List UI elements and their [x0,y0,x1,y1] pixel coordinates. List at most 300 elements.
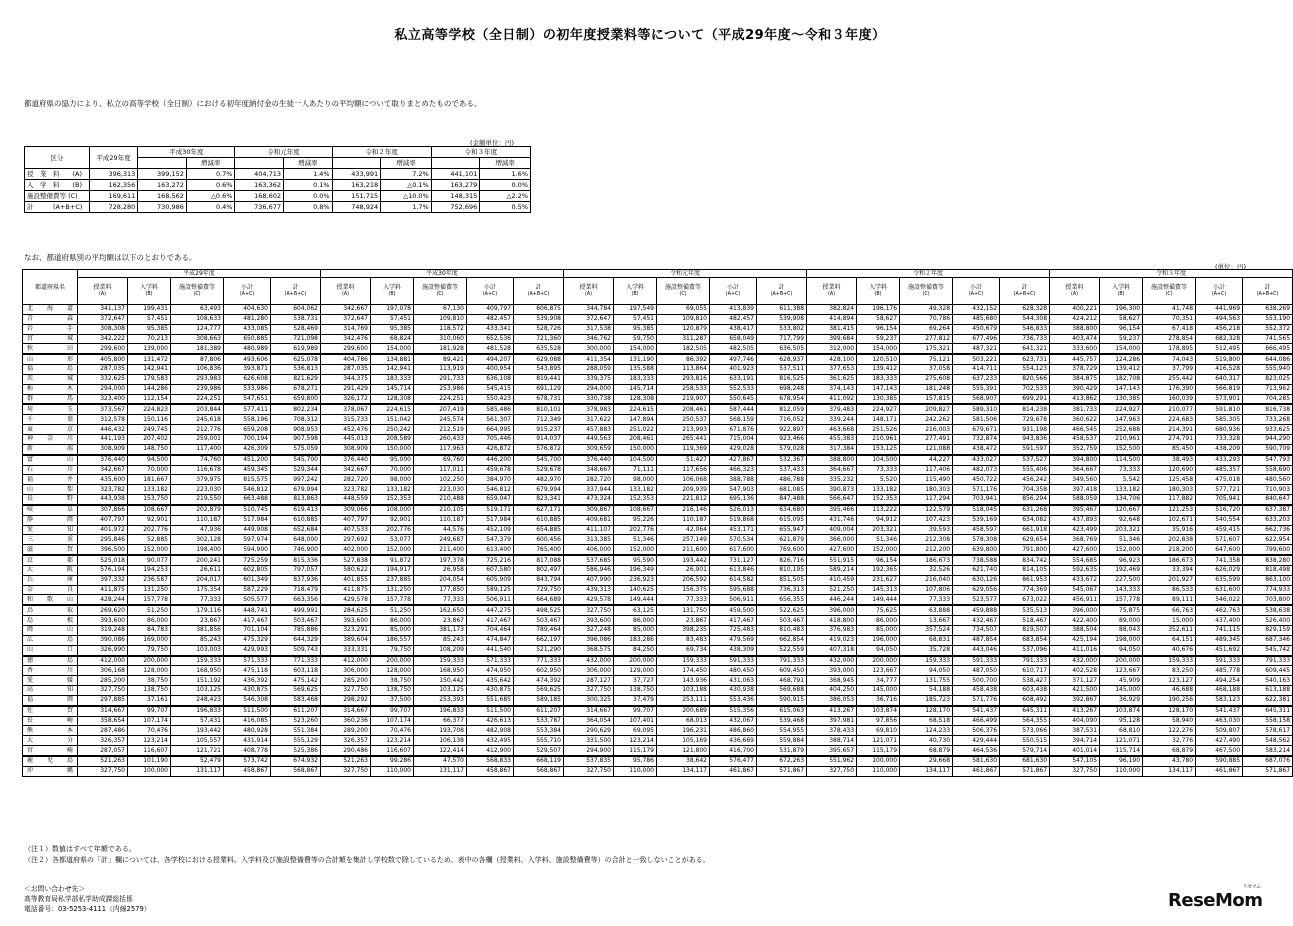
page-title: 私立高等学校（全日制）の初年度授業料等について（平成29年度～令和３年度） [394,28,886,43]
amount-cell: 302,128 [171,535,224,545]
amount-cell: 94,050 [1100,645,1143,655]
amount-cell: 202,776 [128,525,171,535]
amount-cell: 200,241 [171,555,224,565]
column-header-label: 小計 [970,284,983,291]
amount-cell: 38,750 [371,676,414,686]
amount-cell: 86,533 [1143,585,1196,595]
amount-cell: 124,233 [900,726,953,736]
amount-cell: 40,676 [1143,645,1196,655]
amount-cell: 401,014 [1050,746,1100,756]
column-header [857,278,900,305]
amount-cell: 32,526 [900,565,953,575]
amount-cell: 210,077 [1143,404,1196,414]
amount-cell: 583,123 [1196,695,1243,705]
prefecture-row [23,585,1293,595]
amount-cell: 583,468 [271,695,321,705]
amount-cell: 71,111 [614,465,657,475]
amount-cell: 452,476 [321,425,371,435]
amount-cell: 278,854 [1143,334,1196,344]
amount-cell: 847,488 [757,495,807,505]
amount-cell: 445,757 [1050,354,1100,364]
amount-cell: 152,353 [371,495,414,505]
amount-cell: 576,477 [710,756,757,766]
amount-cell: 463,030 [1196,716,1243,726]
amount-cell: 411,107 [564,525,614,535]
amount-cell: 342,667 [321,305,371,315]
amount-cell: 96,154 [1100,324,1143,334]
amount-cell: 252,688 [1100,425,1143,435]
column-header [128,278,171,305]
amount-cell: 578,617 [1243,726,1293,736]
amount-cell: 404,630 [224,305,271,315]
amount-cell: 734,507 [953,626,1000,636]
amount-cell: 546,833 [1000,324,1050,334]
amount-cell: 154,000 [614,344,657,354]
amount-cell: 590,885 [1196,756,1243,766]
amount-cell: 393,600 [78,616,128,626]
intro-text: 都道府県の協力により、私立の高等学校（全日制）における初年度納付金の生徒一人あたりの平均額について取りまとめたものである。 [24,99,482,108]
amount-cell: 423,499 [1050,525,1100,535]
prefecture-table-body [23,305,1293,777]
amount-cell: 198,400 [171,545,224,555]
amount-cell: 200,000 [128,656,171,666]
amount-cell: 249,745 [128,425,171,435]
amount-cell: 537,096 [1000,645,1050,655]
amount-cell: 791,333 [757,656,807,666]
amount-cell: 661,918 [1000,525,1050,535]
amount-cell: 107,401 [614,716,657,726]
amount-cell: 682,328 [1196,334,1243,344]
amount-cell: 95,385 [614,324,657,334]
amount-cell: 510,745 [224,505,271,515]
amount-cell: 352,759 [1050,444,1100,454]
amount-cell: 414,894 [807,314,857,324]
amount-cell: 289,200 [321,726,371,736]
prefecture-row [23,555,1293,565]
amount-cell: 74,760 [171,455,224,465]
prefecture-name: 熊本 [23,726,78,736]
amount-cell: 571,333 [224,656,271,666]
amount-cell: 539,908 [757,314,807,324]
amount-cell: 236,587 [128,575,171,585]
amount-cell: 623,731 [1000,354,1050,364]
amount-cell: 474,950 [467,666,514,676]
amount-cell: 237,885 [371,575,414,585]
amount-cell: 467,500 [1196,746,1243,756]
amount-cell: 652,536 [467,334,514,344]
amount-cell: 529,507 [514,746,564,756]
amount-cell: 861,953 [1000,575,1050,585]
summary-cell: 0.6% [186,180,235,191]
amount-cell: 110,000 [614,766,657,776]
amount-cell: 997,242 [271,475,321,485]
amount-cell: 361,625 [807,374,857,384]
amount-cell: 815,575 [224,475,271,485]
amount-cell: 368,945 [807,676,857,686]
prefecture-row [23,444,1293,454]
amount-cell: 843,794 [514,575,564,585]
amount-cell: 199,431 [128,305,171,315]
amount-cell: 66,377 [414,716,467,726]
amount-cell: 695,136 [710,495,757,505]
amount-cell: 75,875 [1100,605,1143,615]
amount-cell: 610,717 [1000,666,1050,676]
amount-cell: 417,467 [710,616,757,626]
amount-cell: 100,000 [857,756,900,766]
amount-cell: 406,000 [564,545,614,555]
amount-cell: 211,400 [414,545,467,555]
amount-cell: 430,875 [224,686,271,696]
amount-cell: 102,671 [1143,515,1196,525]
amount-cell: 274,791 [1143,434,1196,444]
column-header-label: 施設整備費等 [421,284,458,291]
prefecture-name: 大分 [23,736,78,746]
amount-cell: 128,308 [614,394,657,404]
amount-cell: 352,611 [1143,626,1196,636]
amount-cell: 456,242 [1000,475,1050,485]
amount-cell: 384,875 [1050,374,1100,384]
column-header-sub: (B) [145,292,153,297]
amount-cell: 837,936 [271,575,321,585]
amount-cell: 586,946 [564,565,614,575]
amount-cell: 569,625 [514,686,564,696]
amount-cell: 174,450 [657,666,710,676]
amount-cell: 135,588 [614,365,657,375]
amount-cell: 63,493 [171,305,224,315]
amount-cell: 487,321 [953,344,1000,354]
amount-cell: 404,090 [1050,716,1100,726]
amount-cell: 207,402 [128,434,171,444]
prefecture-name: 長崎 [23,716,78,726]
amount-cell: 573,901 [1196,394,1243,404]
amount-cell: 458,597 [953,525,1000,535]
amount-cell: 446,432 [78,425,128,435]
amount-cell: 540,163 [1243,676,1293,686]
amount-cell: 224,251 [414,394,467,404]
amount-cell: 219,907 [657,394,710,404]
summary-rate-label: 増減率 [480,158,531,169]
amount-cell: 396,086 [564,635,614,645]
amount-cell: 145,714 [614,384,657,394]
amount-cell: 464,536 [953,746,1000,756]
amount-cell: 58,627 [1100,314,1143,324]
amount-cell: 461,867 [953,766,1000,776]
amount-cell: 224,683 [1143,415,1196,425]
amount-cell: 733,328 [1196,434,1243,444]
amount-cell: 297,692 [321,535,371,545]
amount-cell: 388,800 [807,455,857,465]
amount-cell: 922,897 [757,425,807,435]
amount-cell: 89,421 [414,354,467,364]
amount-cell: 104,500 [614,455,657,465]
amount-cell: 36,929 [1100,695,1143,705]
amount-cell: 566,647 [807,495,857,505]
prefecture-row [23,746,1293,756]
summary-rate-label: 増減率 [186,158,235,169]
amount-cell: 537,511 [757,365,807,375]
amount-cell: 95,385 [371,324,414,334]
amount-cell: 539,468 [757,716,807,726]
amount-cell: 774,369 [1000,585,1050,595]
amount-cell: 475,329 [224,635,271,645]
amount-cell: 588,059 [1050,495,1100,505]
amount-cell: 123,127 [1143,676,1196,686]
amount-cell: 53,077 [371,535,414,545]
amount-cell: 86,392 [657,354,710,364]
amount-cell: 400,221 [1050,305,1100,315]
amount-cell: 319,248 [78,626,128,636]
amount-cell: 664,995 [467,425,514,435]
amount-cell: 288,059 [564,365,614,375]
amount-cell: 224,927 [857,404,900,414]
prefecture-name: 宮城 [23,334,78,344]
prefecture-row [23,766,1293,776]
prefecture-name: 沖縄 [23,766,78,776]
amount-cell: 210,105 [414,505,467,515]
amount-cell: 150,116 [128,415,171,425]
amount-cell: 89,111 [1143,595,1196,605]
amount-cell: 69,095 [614,726,657,736]
amount-cell: 579,714 [1000,746,1050,756]
amount-cell: 568,833 [467,756,514,766]
amount-cell: 200,689 [657,706,710,716]
amount-cell: 671,876 [710,425,757,435]
amount-cell: 122,276 [1143,726,1196,736]
column-header [953,278,1000,305]
summary-cell: 1.6% [480,169,531,180]
amount-cell: 540,554 [1196,515,1243,525]
amount-cell: 546,308 [224,695,271,705]
amount-cell: 725,483 [710,626,757,636]
summary-cell: 163,272 [138,180,187,191]
amount-cell: 121,800 [657,746,710,756]
amount-cell: 51,346 [614,535,657,545]
amount-cell: 558,158 [1243,716,1293,726]
amount-cell: 66,763 [1143,605,1196,615]
amount-cell: 432,000 [807,656,857,666]
prefecture-row [23,404,1293,414]
amount-cell: 521,263 [78,756,128,766]
amount-cell: 223,030 [414,485,467,495]
column-header-label: 小計 [240,284,253,291]
amount-cell: 791,333 [1000,656,1050,666]
logo-text: ReseMom [1168,890,1263,911]
amount-cell: 521,250 [807,585,857,595]
amount-cell: 157,778 [371,595,414,605]
amount-cell: 378,433 [807,726,857,736]
column-header [657,278,710,305]
amount-cell: 42,064 [657,525,710,535]
column-header-label: 計 [778,284,785,291]
summary-year: 平成30年度 [138,147,235,158]
amount-cell: 736,313 [757,585,807,595]
amount-cell: 149,444 [857,595,900,605]
amount-cell: 69,760 [414,455,467,465]
amount-cell: 814,105 [1000,565,1050,575]
amount-cell: 528,726 [514,324,564,334]
amount-cell: 687,076 [1243,756,1293,766]
amount-cell: 611,207 [271,706,321,716]
amount-cell: 203,321 [1100,525,1143,535]
amount-cell: 431,914 [224,736,271,746]
amount-cell: 427,490 [1196,736,1243,746]
amount-cell: 437,400 [1196,616,1243,626]
amount-cell: 326,357 [321,736,371,746]
amount-cell: 432,067 [710,716,757,726]
summary-row [25,191,531,202]
amount-cell: 154,000 [371,344,414,354]
column-header-label: 授業料 [822,284,841,291]
amount-cell: 183,333 [371,374,414,384]
amount-cell: 333,331 [321,645,371,655]
amount-cell: 486,788 [757,475,807,485]
column-header-label: 入学料 [625,284,644,291]
prefecture-name: 福井 [23,475,78,485]
amount-cell: 480,450 [710,666,757,676]
amount-cell: 311,287 [657,334,710,344]
amount-cell: 337,944 [564,485,614,495]
amount-cell: 103,874 [857,706,900,716]
amount-cell: 327,750 [564,686,614,696]
amount-cell: 536,813 [271,365,321,375]
amount-cell: 34,777 [857,676,900,686]
amount-cell: 134,117 [657,766,710,776]
amount-cell: 29,668 [900,756,953,766]
amount-cell: 390,086 [78,635,128,645]
amount-cell: 86,000 [371,616,414,626]
amount-cell: 110,000 [857,766,900,776]
prefecture-row [23,525,1293,535]
amount-cell: 390,429 [1050,384,1100,394]
amount-cell: 248,423 [171,695,224,705]
summary-cell: 163,218 [332,180,381,191]
column-header [1000,278,1050,305]
amount-cell: 33,394 [1143,565,1196,575]
prefecture-row [23,545,1293,555]
summary-cell: 433,991 [332,169,381,180]
amount-cell: 85,450 [1143,444,1196,454]
amount-cell: 190,256 [1143,695,1196,705]
amount-cell: 185,723 [900,695,953,705]
amount-cell: 426,613 [467,716,514,726]
summary-cell: 162,356 [89,180,138,191]
amount-cell: 589,310 [953,404,1000,414]
amount-cell: 68,518 [900,716,953,726]
amount-cell: 69,055 [657,305,710,315]
amount-cell: 662,197 [514,635,564,645]
amount-cell: 312,000 [807,344,857,354]
column-header-label: 入学料 [1112,284,1131,291]
amount-cell: 331,500 [564,736,614,746]
amount-cell: 547,903 [710,485,757,495]
prefecture-row [23,676,1293,686]
amount-cell: 396,500 [78,545,128,555]
amount-cell: 84,250 [614,645,657,655]
amount-cell: 573,742 [224,756,271,766]
amount-cell: 432,000 [1050,656,1100,666]
column-header [321,278,371,305]
amount-cell: 152,353 [857,495,900,505]
amount-cell: 461,867 [710,766,757,776]
amount-cell: 729,750 [514,585,564,595]
column-header-sub: (A+C) [1211,292,1227,297]
amount-cell: 148,750 [128,444,171,454]
prefecture-name: 和歌山 [23,595,78,605]
amount-cell: 123,667 [857,666,900,676]
amount-cell: 68,013 [657,716,710,726]
amount-cell: 92,901 [371,515,414,525]
column-header-sub: (A+C) [482,292,498,297]
amount-cell: 108,667 [614,505,657,515]
amount-cell: 944,290 [1243,434,1293,444]
amount-cell: 342,667 [321,465,371,475]
amount-cell: 463,668 [807,425,857,435]
prefecture-row [23,706,1293,716]
amount-cell: 108,633 [171,314,224,324]
amount-cell: 123,214 [614,736,657,746]
amount-cell: 397,981 [807,716,857,726]
amount-cell: 662,736 [1243,525,1293,535]
amount-cell: 485,680 [953,314,1000,324]
amount-cell: 159,333 [900,656,953,666]
year-header: 令和３年度 [1050,270,1293,278]
amount-cell: 650,885 [224,334,271,344]
amount-cell: 634,680 [757,505,807,515]
contact-info [24,884,151,914]
amount-cell: 224,251 [171,394,224,404]
amount-cell: 121,253 [1143,505,1196,515]
amount-cell: 429,578 [321,595,371,605]
amount-cell: 576,194 [78,565,128,575]
prefecture-row [23,495,1293,505]
amount-cell: 85,000 [614,626,657,636]
amount-cell: 566,819 [1196,384,1243,394]
amount-cell: 212,519 [414,425,467,435]
amount-cell: 219,550 [171,495,224,505]
amount-cell: 480,989 [224,344,271,354]
column-header [1143,278,1196,305]
column-header-label: 小計 [483,284,496,291]
amount-cell: 525,386 [271,746,321,756]
amount-cell: 327,750 [564,766,614,776]
amount-cell: 704,285 [1243,394,1293,404]
amount-cell: 216,003 [900,425,953,435]
amount-cell: 713,962 [1243,384,1293,394]
amount-cell: 914,037 [514,434,564,444]
amount-cell: 725,216 [467,555,514,565]
summary-year: 令和２年度 [332,147,431,158]
amount-cell: 206,592 [657,575,710,585]
column-header-sub: (A+C) [725,292,741,297]
amount-cell: 592,635 [1050,565,1100,575]
amount-cell: 148,171 [857,415,900,425]
amount-cell: 621,740 [953,565,1000,575]
amount-cell: 285,200 [321,676,371,686]
amount-cell: 664,689 [514,595,564,605]
amount-cell: 121,071 [857,736,900,746]
amount-cell: 617,600 [710,545,757,555]
amount-cell: 637,387 [1243,505,1293,515]
prefecture-name: 福岡 [23,695,78,705]
amount-cell: 553,436 [710,695,757,705]
amount-cell: 357,524 [900,626,953,636]
amount-cell: 57,451 [371,314,414,324]
amount-cell: 68,831 [900,635,953,645]
amount-cell: 427,600 [807,545,857,555]
amount-cell: 151,042 [371,415,414,425]
amount-cell: 570,534 [710,535,757,545]
amount-cell: 26,611 [171,565,224,575]
